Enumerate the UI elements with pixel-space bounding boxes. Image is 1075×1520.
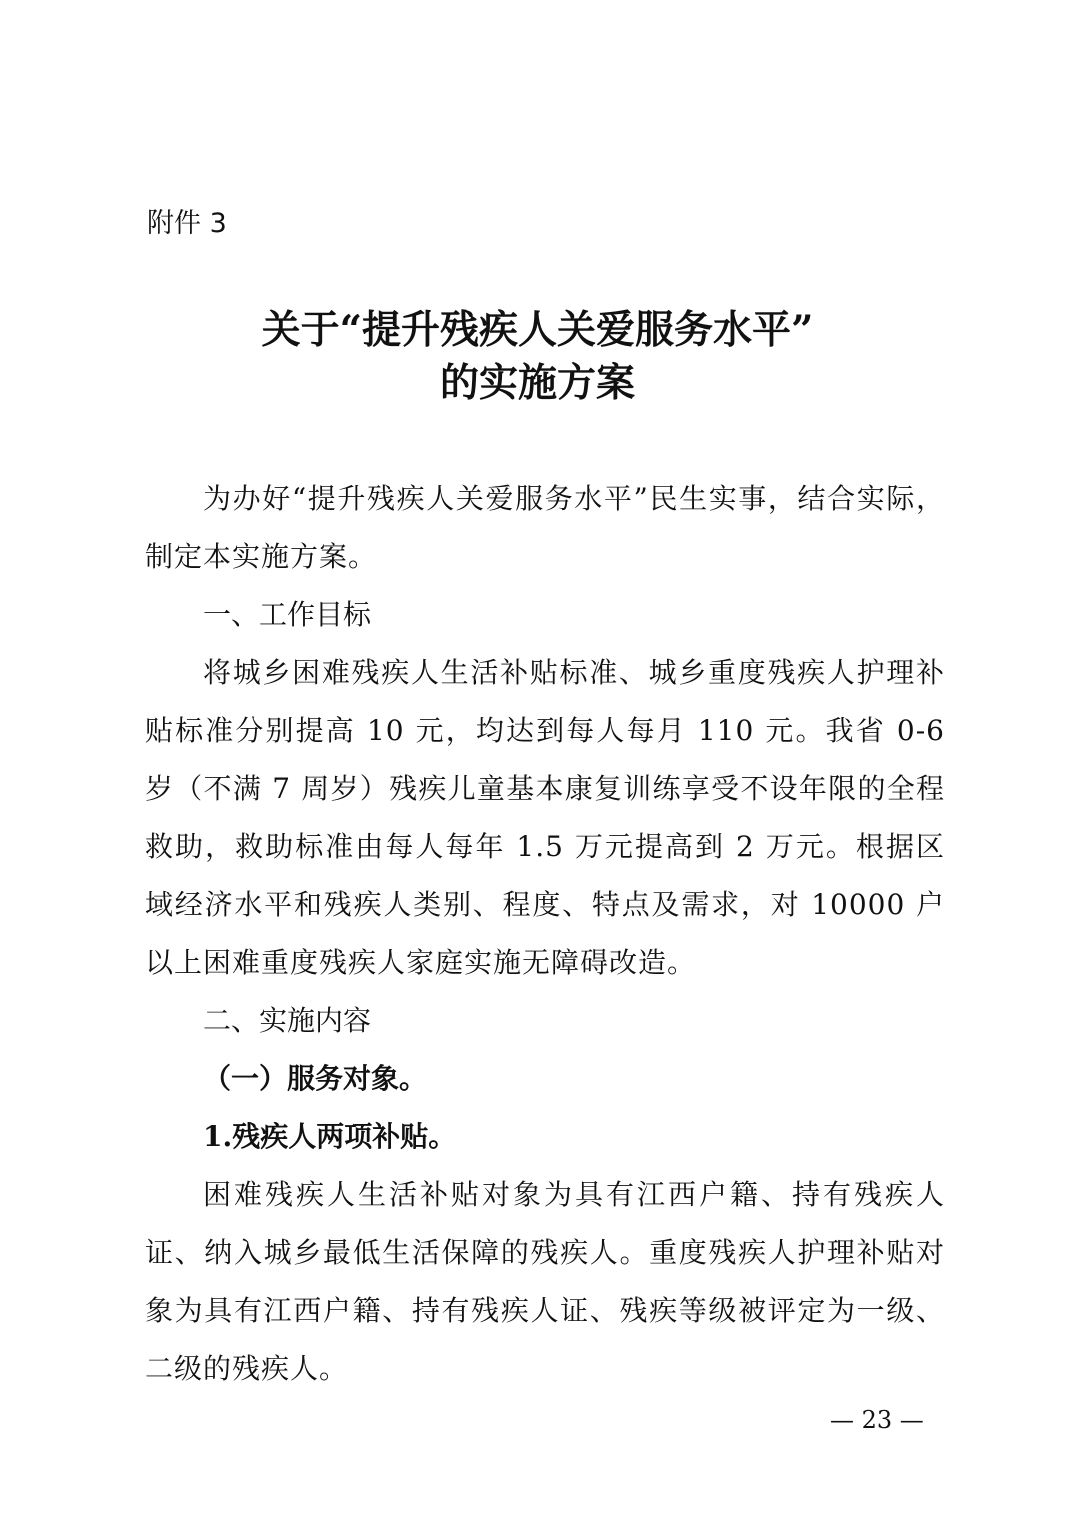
page-number: — 23 — xyxy=(830,1406,924,1434)
document-title-line-2: 的实施方案 xyxy=(439,360,635,406)
document-title-line-1: 关于“提升残疾人关爱服务水平” xyxy=(261,307,814,353)
intro-paragraph: 为办好“提升残疾人关爱服务水平”民生实事，结合实际，制定本实施方案。 xyxy=(145,482,945,573)
attachment-label: 附件 3 xyxy=(147,208,227,239)
goals-paragraph: 将城乡困难残疾人生活补贴标准、城乡重度残疾人护理补贴标准分别提高 10 元，均达到每人每月 110 元。我省 0-6 岁（不满 7 周岁）残疾儿童基本康复训练享受不设年限的全程救助，救助标准由每人每年 1.5 万元提高到 2 万元。根据区域经济水平和残疾人类别、程度、特点及需求，对 10000 户以上困难重度残疾人家庭实施无障碍改造。 xyxy=(145,656,945,979)
section-heading-goals: 一、工作目标 xyxy=(203,598,372,631)
item-heading-two-subsidies: 1.残疾人两项补贴。 xyxy=(203,1120,457,1153)
subsection-heading-service-targets: （一）服务对象。 xyxy=(203,1062,428,1095)
subsidies-paragraph: 困难残疾人生活补贴对象为具有江西户籍、持有残疾人证、纳入城乡最低生活保障的残疾人。重度残疾人护理补贴对象为具有江西户籍、持有残疾人证、残疾等级被评定为一级、二级的残疾人。 xyxy=(145,1178,945,1385)
document-body xyxy=(145,470,945,1398)
section-heading-content: 二、实施内容 xyxy=(203,1004,372,1037)
